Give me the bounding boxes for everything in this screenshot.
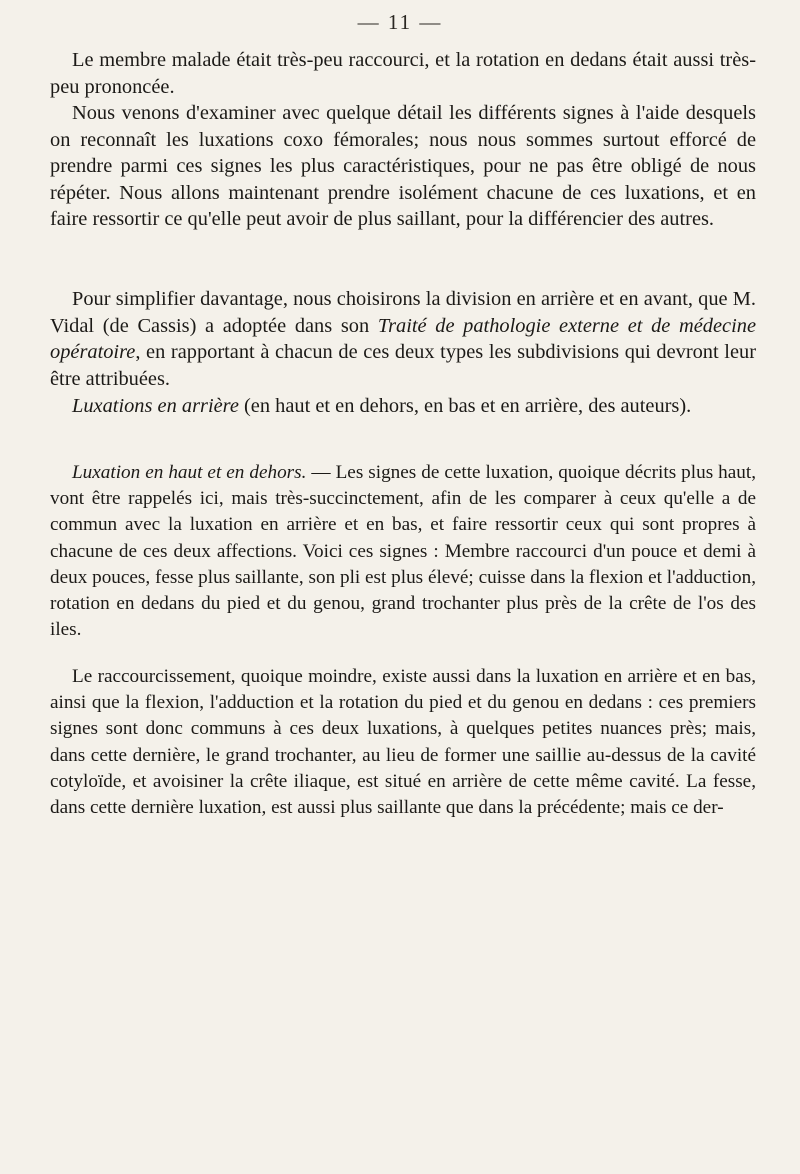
paragraph-limb-shortening: Le membre malade était très-peu raccourci, et la rotation en dedans était aussi très-peu prononcée.: [50, 49, 756, 98]
paragraph-upward-outward-luxation: [50, 460, 756, 643]
treatise-title: Traité de pathologie externe et de médecine opératoire: [50, 314, 756, 363]
section-heading-subtitle: (en haut et en dehors, en bas et en arrière, des auteurs).: [238, 395, 692, 417]
paragraph-division-text-before: Pour simplifier davantage, nous choisirons la division en arrière et en avant, que M. Vidal (de Cassis) a adoptée dans son: [50, 288, 756, 337]
section-heading-posterior-luxations: [50, 393, 756, 420]
paragraph-shortening-comparison: Le raccourcissement, quoique moindre, existe aussi dans la luxation en arrière et en bas, ainsi que la flexion, l'adduction et la rotation du pied et du genou en dedans : ces premiers signes sont donc communs à ces deux luxations, à quelques petites nuances près; mais, dans cette dernière, le grand trochanter, au lieu de former une saillie au-dessus de la cavité cotyloïde, et avoisiner la crête iliaque, est situé en arrière de cette même cavité. La fesse, dans cette dernière luxation, est aussi plus saillante que dans la précédente; mais ce der-: [50, 666, 756, 819]
page-number: — 11 —: [357, 10, 443, 34]
subsection-title: Luxation en haut et en dehors.: [72, 462, 307, 483]
section-heading-title: Luxations en arrière: [72, 395, 239, 417]
paragraph-division-text-after: , en rapportant à chacun de ces deux types les subdivisions qui devront leur être attribuées.: [50, 341, 756, 390]
paragraph-luxation-signs: Nous venons d'examiner avec quelque détail les différents signes à l'aide desquels on reconnaît les luxations coxo fémorales; nous nous sommes surtout efforcé de prendre parmi ces signes les plus caractéristiques, pour ne pas être obligé de nous répéter. Nous allons maintenant prendre isolément chacune de ces luxations, et en faire ressortir ce qu'elle peut avoir de plus saillant, pour la différencier des autres.: [50, 102, 756, 230]
subsection-body: — Les signes de cette luxation, quoique décrits plus haut, vont être rappelés ici, mais très-succinctement, afin de les comparer à ceux qu'elle a de commun avec la luxation en arrière et en bas, et faire ressortir ceux qui sont propres à chacune de ces deux affections. Voici ces signes : Membre raccourci d'un pouce et demi à deux pouces, fesse plus saillante, son pli est plus élevé; cuisse dans la flexion et l'adduction, rotation en dedans du pied et du genou, grand trochanter plus près de la crête de l'os des iles.: [50, 462, 756, 641]
paragraph-division: [50, 286, 756, 392]
